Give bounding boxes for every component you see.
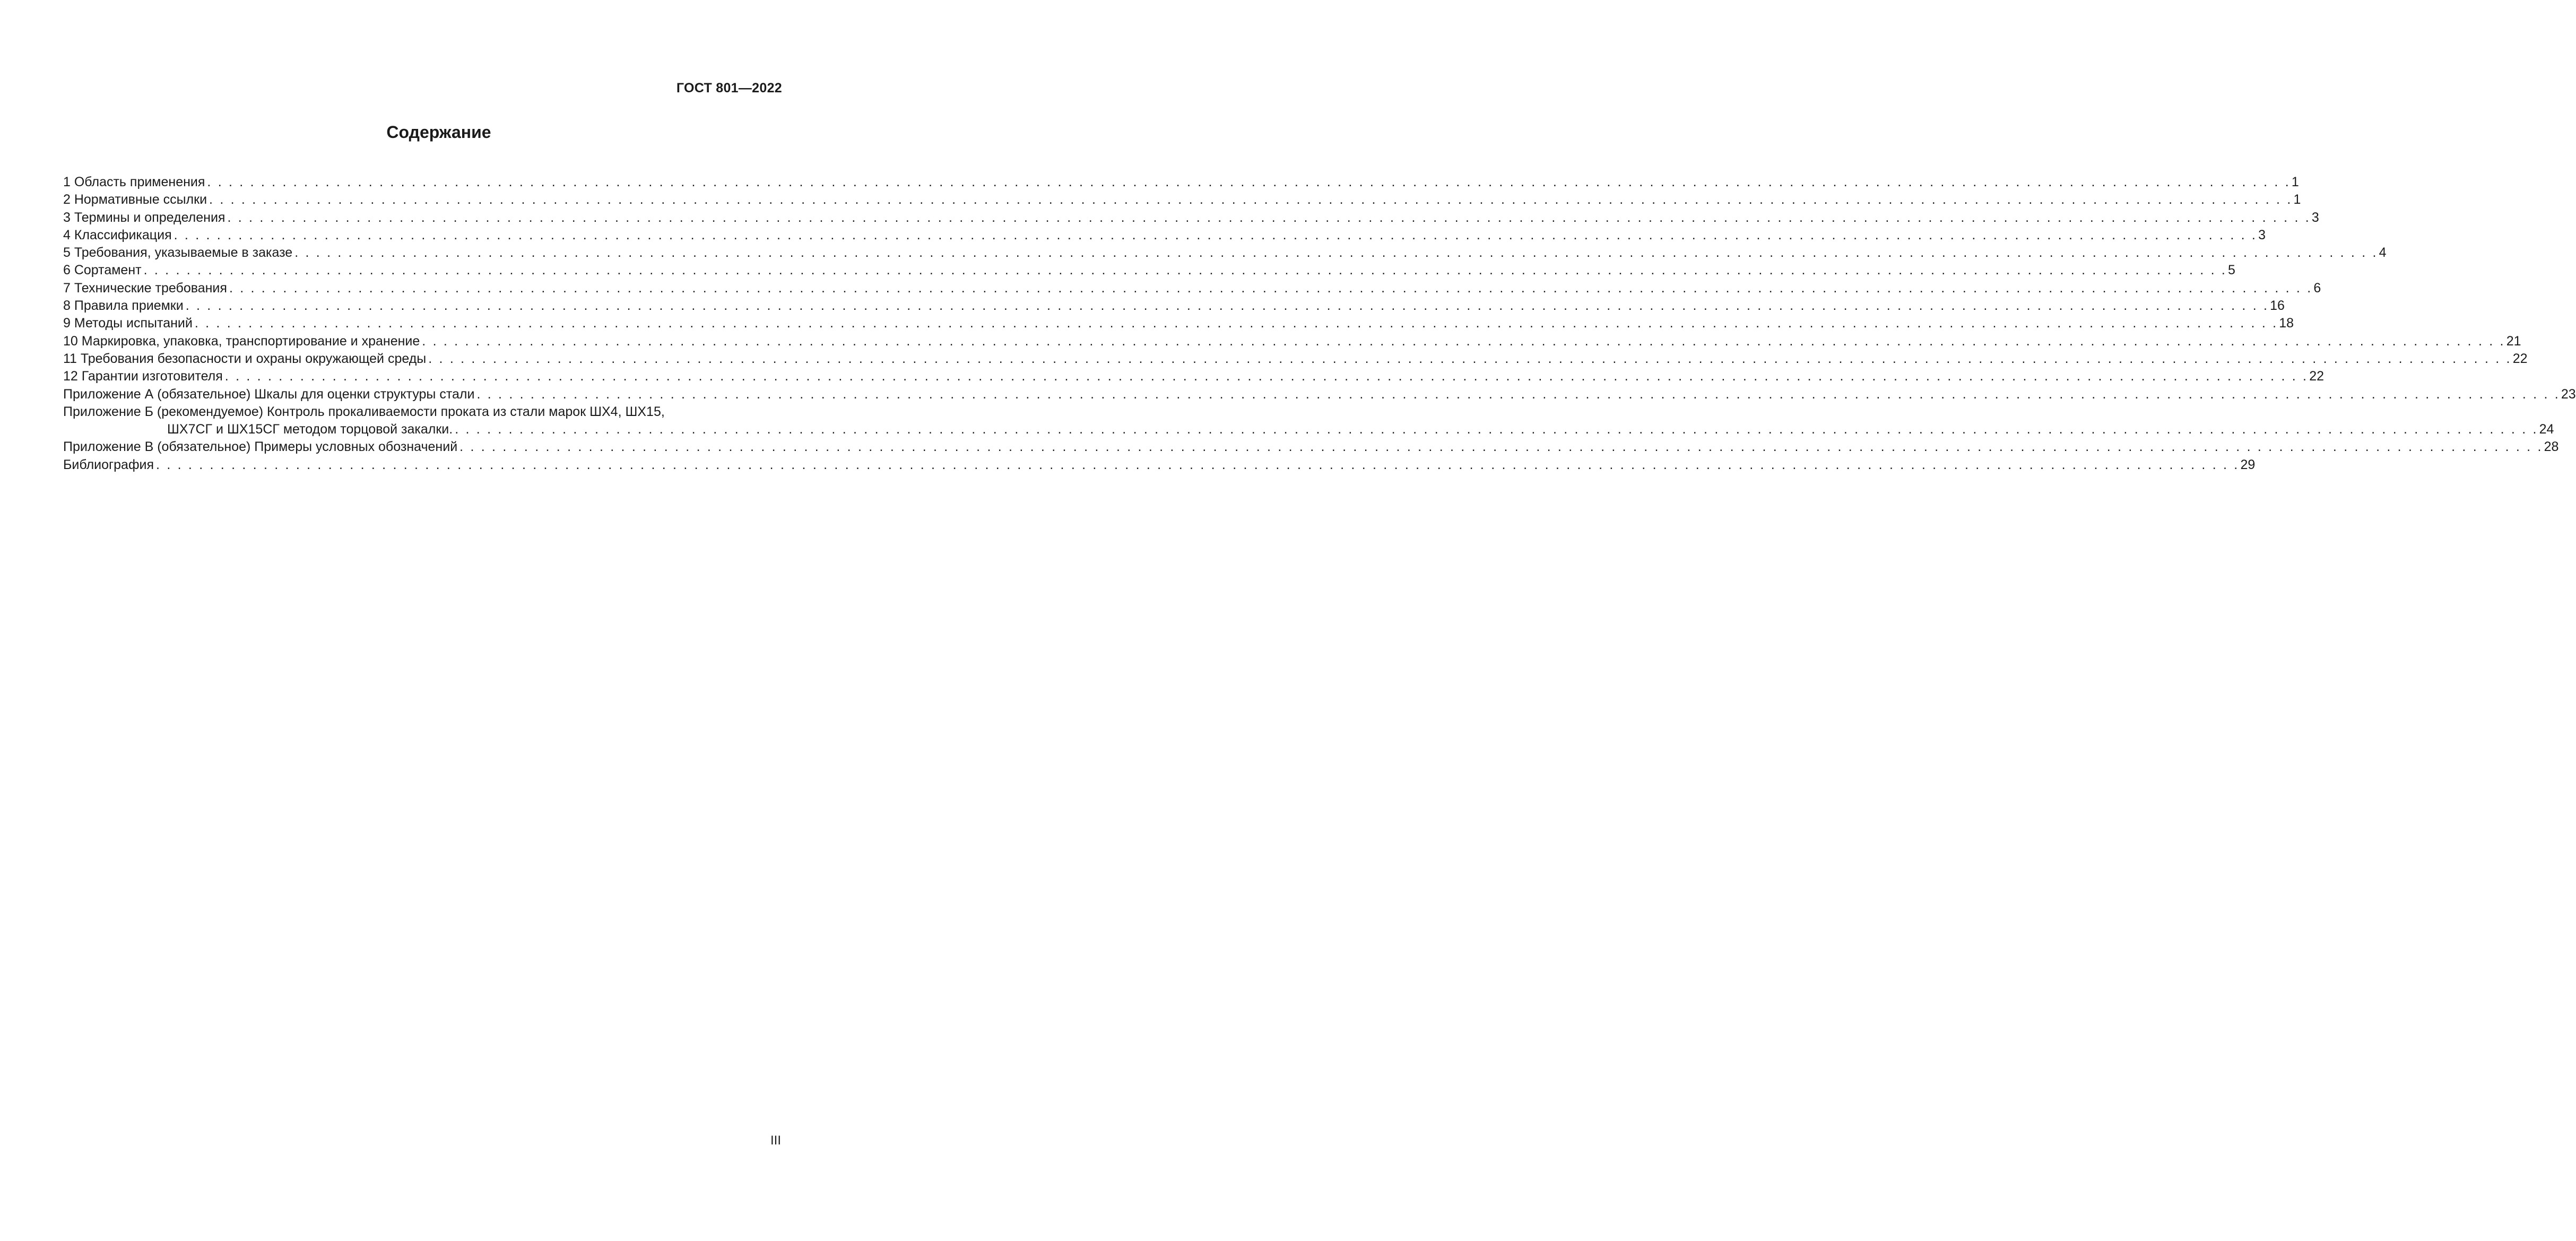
toc-entry-label: 2 Нормативные ссылки: [63, 192, 207, 207]
toc-entry[interactable]: [63, 315, 2294, 332]
toc-leader-dots: [144, 262, 2227, 279]
table-of-contents: [63, 173, 2576, 474]
toc-entry-label: 4 Классификация: [63, 227, 172, 242]
toc-entry[interactable]: [63, 227, 2266, 244]
toc-entry-label-line1: Приложение Б (рекомендуемое) Контроль прокаливаемости проката из стали марок ШХ4, ШХ15,: [63, 404, 665, 419]
toc-entry-page: 24: [2539, 422, 2554, 437]
toc-entry-label: 1 Область применения: [63, 175, 205, 189]
toc-leader-dots: [156, 456, 2239, 474]
toc-entry-page: 18: [2279, 316, 2294, 331]
toc-entry-page: 16: [2270, 298, 2285, 314]
toc-entry[interactable]: [63, 209, 2319, 227]
toc-entry-page: 29: [2240, 457, 2256, 472]
toc-entry-page: 3: [2258, 227, 2266, 242]
toc-leader-dots: [428, 350, 2511, 368]
toc-leader-dots: [207, 173, 2290, 191]
toc-entry-label: 7 Технические требования: [63, 280, 227, 296]
toc-entry[interactable]: [63, 386, 2576, 403]
toc-entry[interactable]: [63, 438, 2559, 456]
toc-entry[interactable]: [63, 350, 2528, 368]
document-id: ГОСТ 801—2022: [676, 81, 782, 96]
toc-entry[interactable]: [63, 297, 2285, 315]
toc-entry-label: 8 Правила приемки: [63, 298, 184, 314]
toc-entry-multiline[interactable]: [63, 403, 2554, 439]
toc-leader-dots: [227, 209, 2310, 227]
toc-leader-dots: [174, 227, 2257, 244]
toc-leader-dots: [186, 297, 2269, 315]
toc-leader-dots: [459, 438, 2543, 456]
toc-entry-label-line2: ШХ7СГ и ШХ15СГ методом торцовой закалки.: [167, 422, 453, 437]
toc-leader-dots: [476, 386, 2560, 403]
toc-entry-page: 22: [2512, 351, 2528, 366]
toc-leader-dots: [422, 333, 2505, 350]
toc-entry-page: 5: [2228, 263, 2235, 278]
toc-entry-page: 3: [2311, 210, 2319, 225]
toc-leader-dots: [229, 280, 2312, 297]
toc-leader-dots: [195, 315, 2278, 332]
toc-entry-label: 3 Термины и определения: [63, 210, 225, 225]
toc-entry-label: 6 Сортамент: [63, 263, 142, 278]
toc-leader-dots: [294, 244, 2378, 262]
toc-entry[interactable]: [63, 173, 2299, 191]
toc-entry-page: 21: [2506, 333, 2521, 349]
toc-entry-label: 5 Требования, указываемые в заказе: [63, 245, 293, 261]
toc-entry-page: 1: [2293, 192, 2301, 207]
toc-entry-page: 22: [2309, 369, 2325, 384]
toc-entry[interactable]: [63, 191, 2301, 209]
toc-entry-label: 12 Гарантии изготовителя: [63, 369, 223, 384]
toc-entry-page: 23: [2561, 386, 2576, 402]
toc-entry-label: Приложение А (обязательное) Шкалы для оценки структуры стали: [63, 386, 475, 402]
toc-entry-label: Приложение В (обязательное) Примеры условных обозначений: [63, 439, 458, 455]
toc-entry-page: 6: [2313, 280, 2321, 296]
toc-entry-page: 4: [2379, 245, 2387, 261]
toc-entry-page: 1: [2291, 175, 2299, 189]
toc-entry-label: 11 Требования безопасности и охраны окружающей среды: [63, 351, 427, 366]
toc-entry[interactable]: [63, 262, 2235, 279]
toc-leader-dots: [209, 191, 2292, 209]
toc-entry[interactable]: [63, 280, 2321, 297]
toc-entry-label: Библиография: [63, 457, 154, 472]
toc-entry-label: 10 Маркировка, упаковка, транспортирование и хранение: [63, 333, 420, 349]
toc-entry[interactable]: [63, 244, 2387, 262]
toc-entry-page: 28: [2544, 439, 2559, 455]
toc-entry[interactable]: [63, 456, 2256, 474]
toc-entry-label: 9 Методы испытаний: [63, 316, 193, 331]
toc-leader-dots: [455, 421, 2538, 438]
toc-entry[interactable]: [63, 333, 2521, 350]
toc-entry[interactable]: [63, 368, 2325, 385]
toc-leader-dots: [225, 368, 2308, 385]
page-number: III: [770, 1133, 781, 1148]
toc-title: Содержание: [386, 123, 491, 142]
